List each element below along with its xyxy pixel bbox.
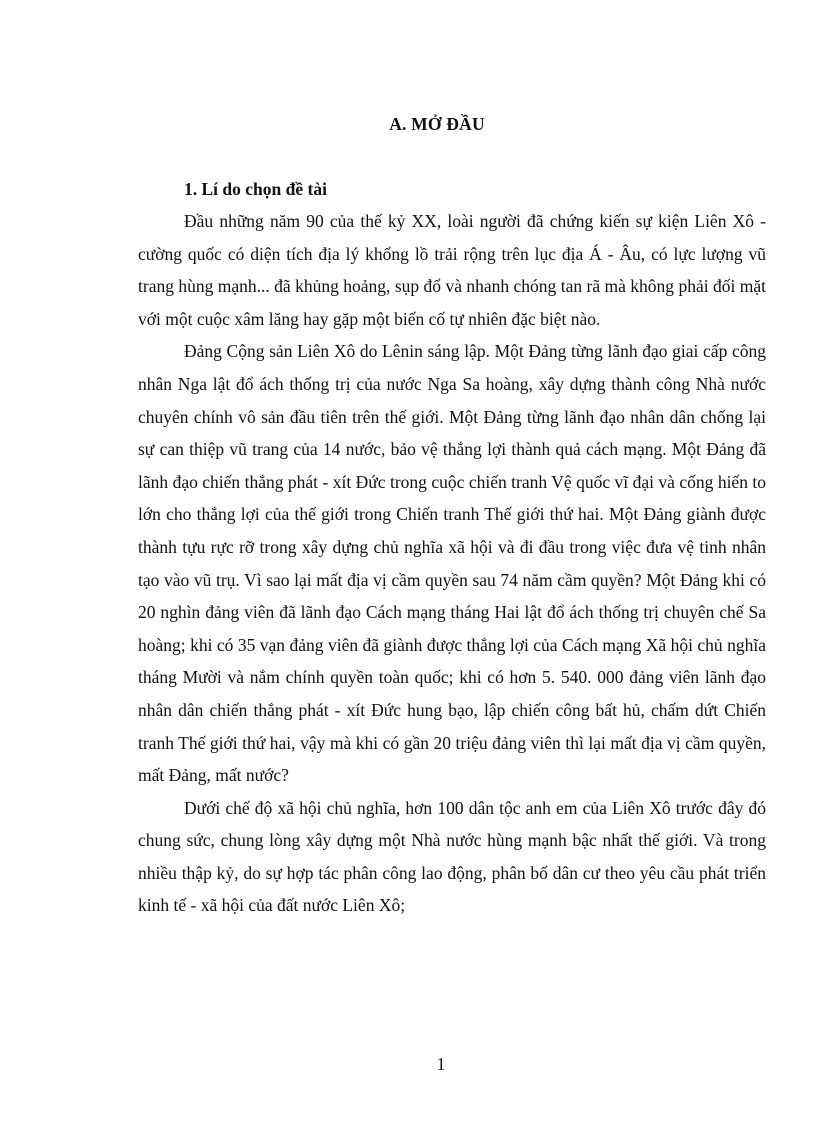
- paragraph-2: Đảng Cộng sản Liên Xô do Lênin sáng lập. Một Đảng từng lãnh đạo giai cấp công nhân Nga lật đổ ách thống trị của nước Nga Sa hoàng, xây dựng thành công Nhà nước chuyên chính vô sản đầu tiên trên thế giới. Một Đảng từng lãnh đạo nhân dân chống lại sự can thiệp vũ trang của 14 nước, bảo vệ thắng lợi thành quả cách mạng. Một Đảng đã lãnh đạo chiến thắng phát - xít Đức trong cuộc chiến tranh Vệ quốc vĩ đại và cống hiến to lớn cho thắng lợi của thế giới trong Chiến tranh Thế giới thứ hai. Một Đảng giành được thành tựu rực rỡ trong xây dựng chủ nghĩa xã hội và đi đầu trong việc đưa vệ tinh nhân tạo vào vũ trụ. Vì sao lại mất địa vị cầm quyền sau 74 năm cầm quyền? Một Đảng khi có 20 nghìn đảng viên đã lãnh đạo Cách mạng tháng Hai lật đổ ách thống trị chuyên chế Sa hoàng; khi có 35 vạn đảng viên đã giành được thắng lợi của Cách mạng Xã hội chủ nghĩa tháng Mười và nắm chính quyền toàn quốc; khi có hơn 5. 540. 000 đảng viên lãnh đạo nhân dân chiến thắng phát - xít Đức hung bạo, lập chiến công bất hủ, chấm dứt Chiến tranh Thế giới thứ hai, vậy mà khi có gần 20 triệu đảng viên thì lại mất địa vị cầm quyền, mất Đảng, mất nước?: [138, 341, 766, 786]
- document-title: A. MỞ ĐẦU: [389, 114, 485, 134]
- paragraph-3: Dưới chế độ xã hội chủ nghĩa, hơn 100 dân tộc anh em của Liên Xô trước đây đó chung sức, chung lòng xây dựng một Nhà nước hùng mạnh bậc nhất thế giới. Và trong nhiều thập kỷ, do sự hợp tác phân công lao động, phân bố dân cư theo yêu cầu phát triển kinh tế - xã hội của đất nước Liên Xô;: [138, 797, 766, 916]
- section-heading: 1. Lí do chọn đề tài: [184, 179, 327, 199]
- page-number: 1: [436, 1054, 446, 1074]
- body-text: [138, 205, 766, 922]
- paragraph-1: Đầu những năm 90 của thế kỷ XX, loài người đã chứng kiến sự kiện Liên Xô - cường quốc có diện tích địa lý khổng lồ trải rộng trên lục địa Á - Âu, có lực lượng vũ trang hùng mạnh... đã khủng hoảng, sụp đổ và nhanh chóng tan rã mà không phải đối mặt với một cuộc xâm lăng hay gặp một biến cố tự nhiên đặc biệt nào.: [138, 211, 766, 329]
